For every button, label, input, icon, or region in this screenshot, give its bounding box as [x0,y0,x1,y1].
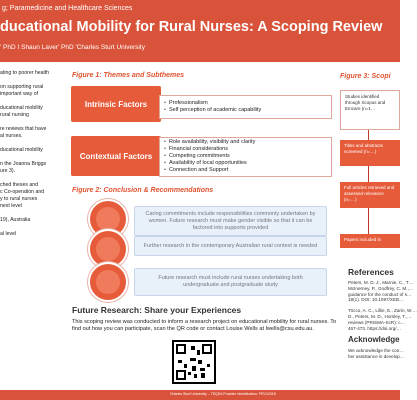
qr-code-icon[interactable] [172,340,216,384]
left-fragment: ating to poorer health [0,70,50,76]
flow-arrow-icon [368,130,369,140]
future-research-text: This scoping review was conducted to inform a research project on educational mobility for rural nurses. To find out how you can participate, scan the QR code or contact Louise Wells at lwells@csu.edu.au. [72,319,337,332]
future-research-heading: Future Research: Share your Experiences [72,305,242,315]
left-fragment: ducational mobility [0,147,43,153]
references-heading: References [348,267,394,277]
author-line: ' PhD I Shaun Laver' PhD 'Charles Sturt University [0,44,145,51]
acknowledgements-text: We acknowledge the con… her assistance in develop… [348,348,405,359]
list-item: • Financial considerations [164,146,327,153]
left-fragment: n the Joanna Briggs ure 3). [0,161,47,174]
poster-footer [0,390,400,400]
figure1-heading: Figure 1: Themes and Subthemes [72,72,185,79]
list-item: • Availability of local opportunities [164,160,327,167]
poster-header [0,0,400,62]
left-fragment: 19), Australia [0,217,31,223]
flow-step-screened: Titles and abstracts screened (n=…) [340,140,400,166]
acknowledgements-heading: Acknowledge [348,335,400,344]
list-item: • Self perception of academic capability [164,107,327,114]
reference-item: Peters, M. D. J., Marnie, C., T… McInerney, P., Godfrey, C. M.,… guidance for the conduct of s… 18(1). DOI: 10.1097/XEB… [348,280,414,303]
list-item: • Professionalism [164,100,327,107]
figure3-heading: Figure 3: Scopi [340,73,391,80]
left-fragment: ched theses and c Co-operation and y to rural nurses next level [0,182,45,209]
flow-arrow-icon [368,166,369,182]
references-list [348,280,417,336]
left-fragment: ducational mobility rural nursing [0,105,43,118]
school-name: g; Paramedicine and Healthcare Sciences [2,5,133,12]
contextual-factors-box: Contextual Factors [71,136,161,176]
recommendation-card: Further research in the contemporary Australian rural context is needed [134,236,327,256]
qr-pattern-icon [174,342,214,382]
left-fragment: on supporting rural important way of [0,84,44,97]
list-item: • Connection and Support [164,167,327,174]
left-fragment: re reviews that have al nurses. [0,126,47,139]
intrinsic-factors-box: Intrinsic Factors [71,86,161,122]
recommendation-card: Future research must include rural nurses undertaking both undergraduate and postgraduate study [134,268,327,296]
list-item: • Competing commitments [164,153,327,160]
list-item: • Role availability, visibility and clarity [164,139,327,146]
flow-step-retrieved: Full articles retrieved and assessed relevance (n=…) [340,182,400,208]
reference-item: Tricco, A. C., Lillie, E., Zarin, W.… D., Peters, M. D., Horsley, T.,… reviews (PRISMA-ScR): c… 467-473. https://doi.org/… [348,308,417,331]
recommendation-card: Caring commitments include responsibilities commonly undertaken by women. Future research must make gender visible so that it can be factored into supports provided [134,206,327,236]
flow-step-identified: Studies identified through Scopus and Emcare (n=1… [340,90,400,130]
figure2-heading: Figure 2: Conclusion & Recommendations [72,187,214,194]
contextual-factors-list [159,137,332,177]
left-fragment: al level [0,231,17,237]
flow-step-included: Papers included in [340,234,400,248]
intrinsic-factors-list [159,95,332,119]
recommendation-circle-icon [88,262,128,302]
poster-title: ducational Mobility for Rural Nurses: A Scoping Review [0,19,383,35]
footer-text: Charles Sturt University – TEQSA Provider Identification: PRV12018 [170,392,276,396]
left-column [0,70,62,388]
flow-arrow-icon [368,208,369,234]
